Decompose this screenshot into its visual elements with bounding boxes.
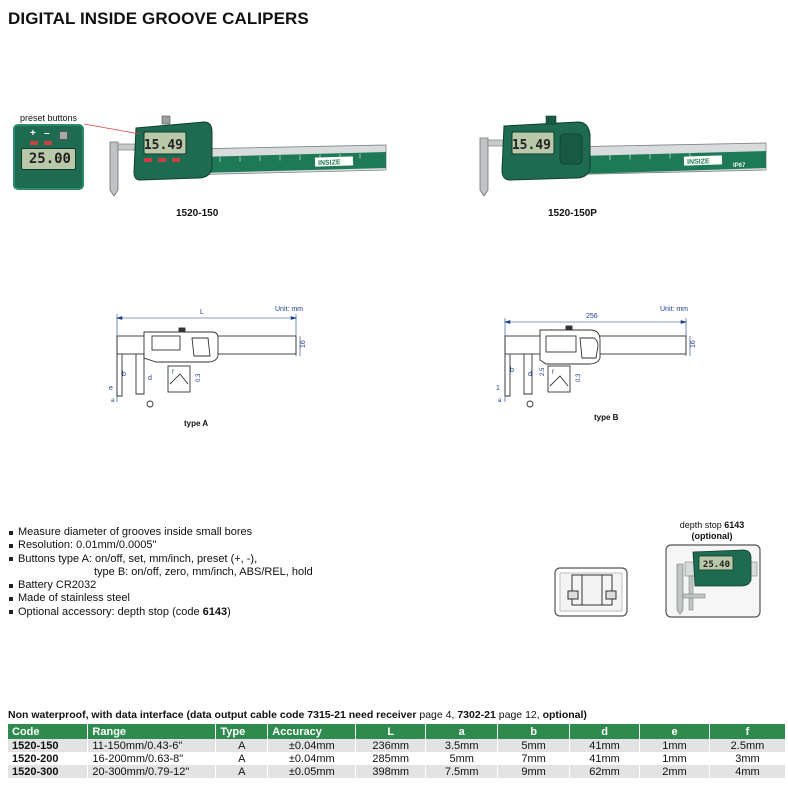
col-header-f: f xyxy=(709,724,785,739)
svg-text:INSIZE: INSIZE xyxy=(686,158,710,167)
cell-d: 62mm xyxy=(570,765,640,778)
product-code-1520-150p: 1520-150P xyxy=(548,208,597,219)
table-section-title: Non waterproof, with data interface (data output cable code 7315-21 need receiver page 4, 7302-21 page 12, optional) xyxy=(8,709,587,721)
cell-code: 1520-300 xyxy=(8,765,88,778)
type-a-dim-03: 0.3 xyxy=(196,373,202,382)
depth-stop-detail-image xyxy=(554,567,628,617)
feature-item: Measure diameter of grooves inside small bores xyxy=(8,526,313,539)
preset-buttons-inset xyxy=(13,124,84,190)
cell-accuracy: ±0.04mm xyxy=(268,739,356,752)
cell-code: 1520-200 xyxy=(8,752,88,765)
svg-text:15.49: 15.49 xyxy=(511,138,551,153)
type-a-dim-a: a xyxy=(111,398,115,404)
type-a-dim-f: f xyxy=(172,370,174,376)
cell-range: 20-300mm/0.79-12" xyxy=(88,765,216,778)
col-header-d: d xyxy=(570,724,640,739)
type-a-label: type A xyxy=(184,419,209,428)
col-header-l: L xyxy=(356,724,426,739)
type-a-dim-b: b xyxy=(122,371,126,378)
feature-item: Made of stainless steel xyxy=(8,592,313,605)
cell-e: 2mm xyxy=(640,765,710,778)
svg-text:INSIZE: INSIZE xyxy=(317,159,341,168)
cell-accuracy: ±0.04mm xyxy=(268,752,356,765)
cell-d: 41mm xyxy=(570,739,640,752)
knob-icon xyxy=(59,131,68,140)
depth-stop-photo xyxy=(665,544,761,618)
cell-a: 5mm xyxy=(426,752,498,765)
type-a-dim-e: e xyxy=(109,385,113,392)
col-header-accuracy: Accuracy xyxy=(268,724,356,739)
type-b-dim-03: 0.3 xyxy=(576,373,582,382)
type-a-dim-16: 16 xyxy=(300,340,307,348)
cell-e: 1mm xyxy=(640,739,710,752)
col-header-code: Code xyxy=(8,724,88,739)
type-b-label: type B xyxy=(594,413,619,422)
cell-b: 9mm xyxy=(498,765,570,778)
spec-table xyxy=(8,724,786,778)
cell-range: 16-200mm/0.63-8" xyxy=(88,752,216,765)
feature-item-continuation: type B: on/off, zero, mm/inch, ABS/REL, hold xyxy=(94,565,313,578)
cell-range: 11-150mm/0.43-6" xyxy=(88,739,216,752)
preset-callout-line xyxy=(84,122,144,142)
type-b-length-label: 256 xyxy=(586,313,598,320)
feature-list xyxy=(8,526,313,619)
page-title: DIGITAL INSIDE GROOVE CALIPERS xyxy=(8,9,309,28)
feature-item: Buttons type A: on/off, set, mm/inch, preset (+, -), xyxy=(8,553,313,566)
cell-a: 7.5mm xyxy=(426,765,498,778)
cell-f: 2.5mm xyxy=(709,739,785,752)
type-b-dim-a: a xyxy=(498,398,502,404)
cell-accuracy: ±0.05mm xyxy=(268,765,356,778)
cell-type: A xyxy=(216,752,268,765)
col-header-a: a xyxy=(426,724,498,739)
product-code-1520-150: 1520-150 xyxy=(176,208,219,219)
type-b-unit: Unit: mm xyxy=(660,306,688,313)
preset-minus-button xyxy=(44,141,52,145)
col-header-range: Range xyxy=(88,724,216,739)
diagram-type-a xyxy=(100,298,315,423)
type-a-unit: Unit: mm xyxy=(275,306,303,313)
cell-d: 41mm xyxy=(570,752,640,765)
cell-code: 1520-150 xyxy=(8,739,88,752)
type-b-dim-d: d xyxy=(528,371,532,378)
table-row xyxy=(8,752,786,765)
svg-text:IP67: IP67 xyxy=(733,163,746,169)
col-header-b: b xyxy=(498,724,570,739)
cell-e: 1mm xyxy=(640,752,710,765)
cell-l: 285mm xyxy=(356,752,426,765)
feature-item: Battery CR2032 xyxy=(8,579,313,592)
table-header-row xyxy=(8,724,786,739)
diagram-type-b xyxy=(490,298,705,423)
col-header-e: e xyxy=(640,724,710,739)
col-header-type: Type xyxy=(216,724,268,739)
svg-text:25.40: 25.40 xyxy=(702,560,730,570)
preset-plus-button xyxy=(30,141,38,145)
cell-l: 236mm xyxy=(356,739,426,752)
table-row xyxy=(8,739,786,752)
cell-a: 3.5mm xyxy=(426,739,498,752)
feature-item: Resolution: 0.01mm/0.0005" xyxy=(8,539,313,552)
minus-label: – xyxy=(44,128,50,139)
cell-f: 3mm xyxy=(709,752,785,765)
inset-display: 25.00 xyxy=(21,148,76,170)
cell-b: 7mm xyxy=(498,752,570,765)
type-b-dim-b: b xyxy=(510,367,514,374)
caliper-photo-1520-150p xyxy=(470,112,770,202)
cell-l: 398mm xyxy=(356,765,426,778)
cell-type: A xyxy=(216,739,268,752)
svg-text:15.49: 15.49 xyxy=(143,138,183,153)
type-b-dim-25: 2.5 xyxy=(540,367,546,376)
type-a-length-label: L xyxy=(200,309,204,316)
cell-f: 4mm xyxy=(709,765,785,778)
type-a-dim-d: d xyxy=(148,375,152,382)
type-b-dim-f: f xyxy=(552,370,554,376)
cell-b: 5mm xyxy=(498,739,570,752)
type-b-dim-16: 16 xyxy=(690,340,697,348)
plus-label: + xyxy=(30,128,36,139)
type-b-dim-1: 1 xyxy=(496,385,500,392)
feature-item-accessory: Optional accessory: depth stop (code 6143) xyxy=(8,606,313,619)
table-row xyxy=(8,765,786,778)
preset-buttons-label: preset buttons xyxy=(20,113,78,123)
depth-stop-label: depth stop 6143 (optional) xyxy=(679,520,745,541)
cell-type: A xyxy=(216,765,268,778)
